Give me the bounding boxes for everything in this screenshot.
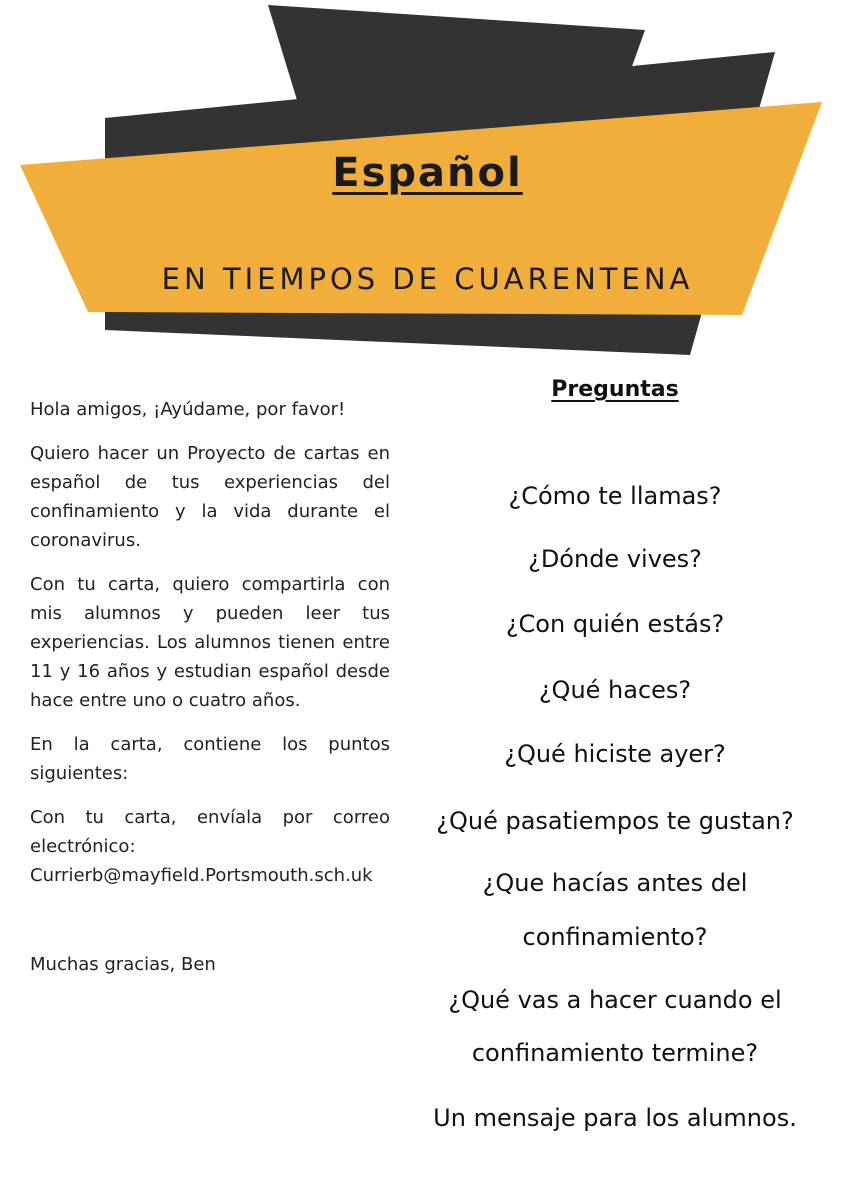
page-title (0, 150, 855, 196)
letter-paragraph-4: Con tu carta, envíala por correo electrónico: (30, 807, 390, 857)
page-title-text: Español (332, 150, 523, 196)
letter-signoff: Muchas gracias, Ben (30, 954, 216, 975)
letter-paragraph-3: En la carta, contiene los puntos siguientes: (30, 734, 390, 784)
question-item: ¿Qué haces? (538, 676, 692, 704)
question-item: ¿Qué vas a hacer cuando el (448, 986, 782, 1014)
question-item: confinamiento? (522, 923, 708, 951)
question-item: ¿Con quién estás? (505, 610, 725, 638)
question-item: ¿Cómo te llamas? (508, 482, 722, 510)
letter-paragraph-2: Con tu carta, quiero compartirla con mis alumnos y pueden leer tus experiencias. Los alumnos tienen entre 11 y 16 años y estudian español desde hace entre uno o cuatro años. (30, 574, 390, 711)
page-subtitle: EN TIEMPOS DE CUARENTENA (161, 262, 694, 296)
letter-column (30, 395, 390, 979)
question-item: ¿Que hacías antes del (482, 869, 748, 897)
questions-heading: Preguntas (551, 377, 679, 402)
letter-paragraph-1: Quiero hacer un Proyecto de cartas en español de tus experiencias del confinamiento y la vida durante el coronavirus. (30, 443, 390, 551)
question-item: ¿Qué hiciste ayer? (504, 740, 726, 768)
contact-email[interactable]: Currierb@mayfield.Portsmouth.sch.uk (30, 865, 373, 886)
letter-greeting: Hola amigos, ¡Ayúdame, por favor! (30, 399, 346, 420)
question-item: Un mensaje para los alumnos. (433, 1104, 797, 1132)
question-item: ¿Qué pasatiempos te gustan? (436, 807, 794, 835)
question-item: ¿Dónde vives? (528, 545, 702, 573)
question-item: confinamiento termine? (471, 1039, 759, 1067)
